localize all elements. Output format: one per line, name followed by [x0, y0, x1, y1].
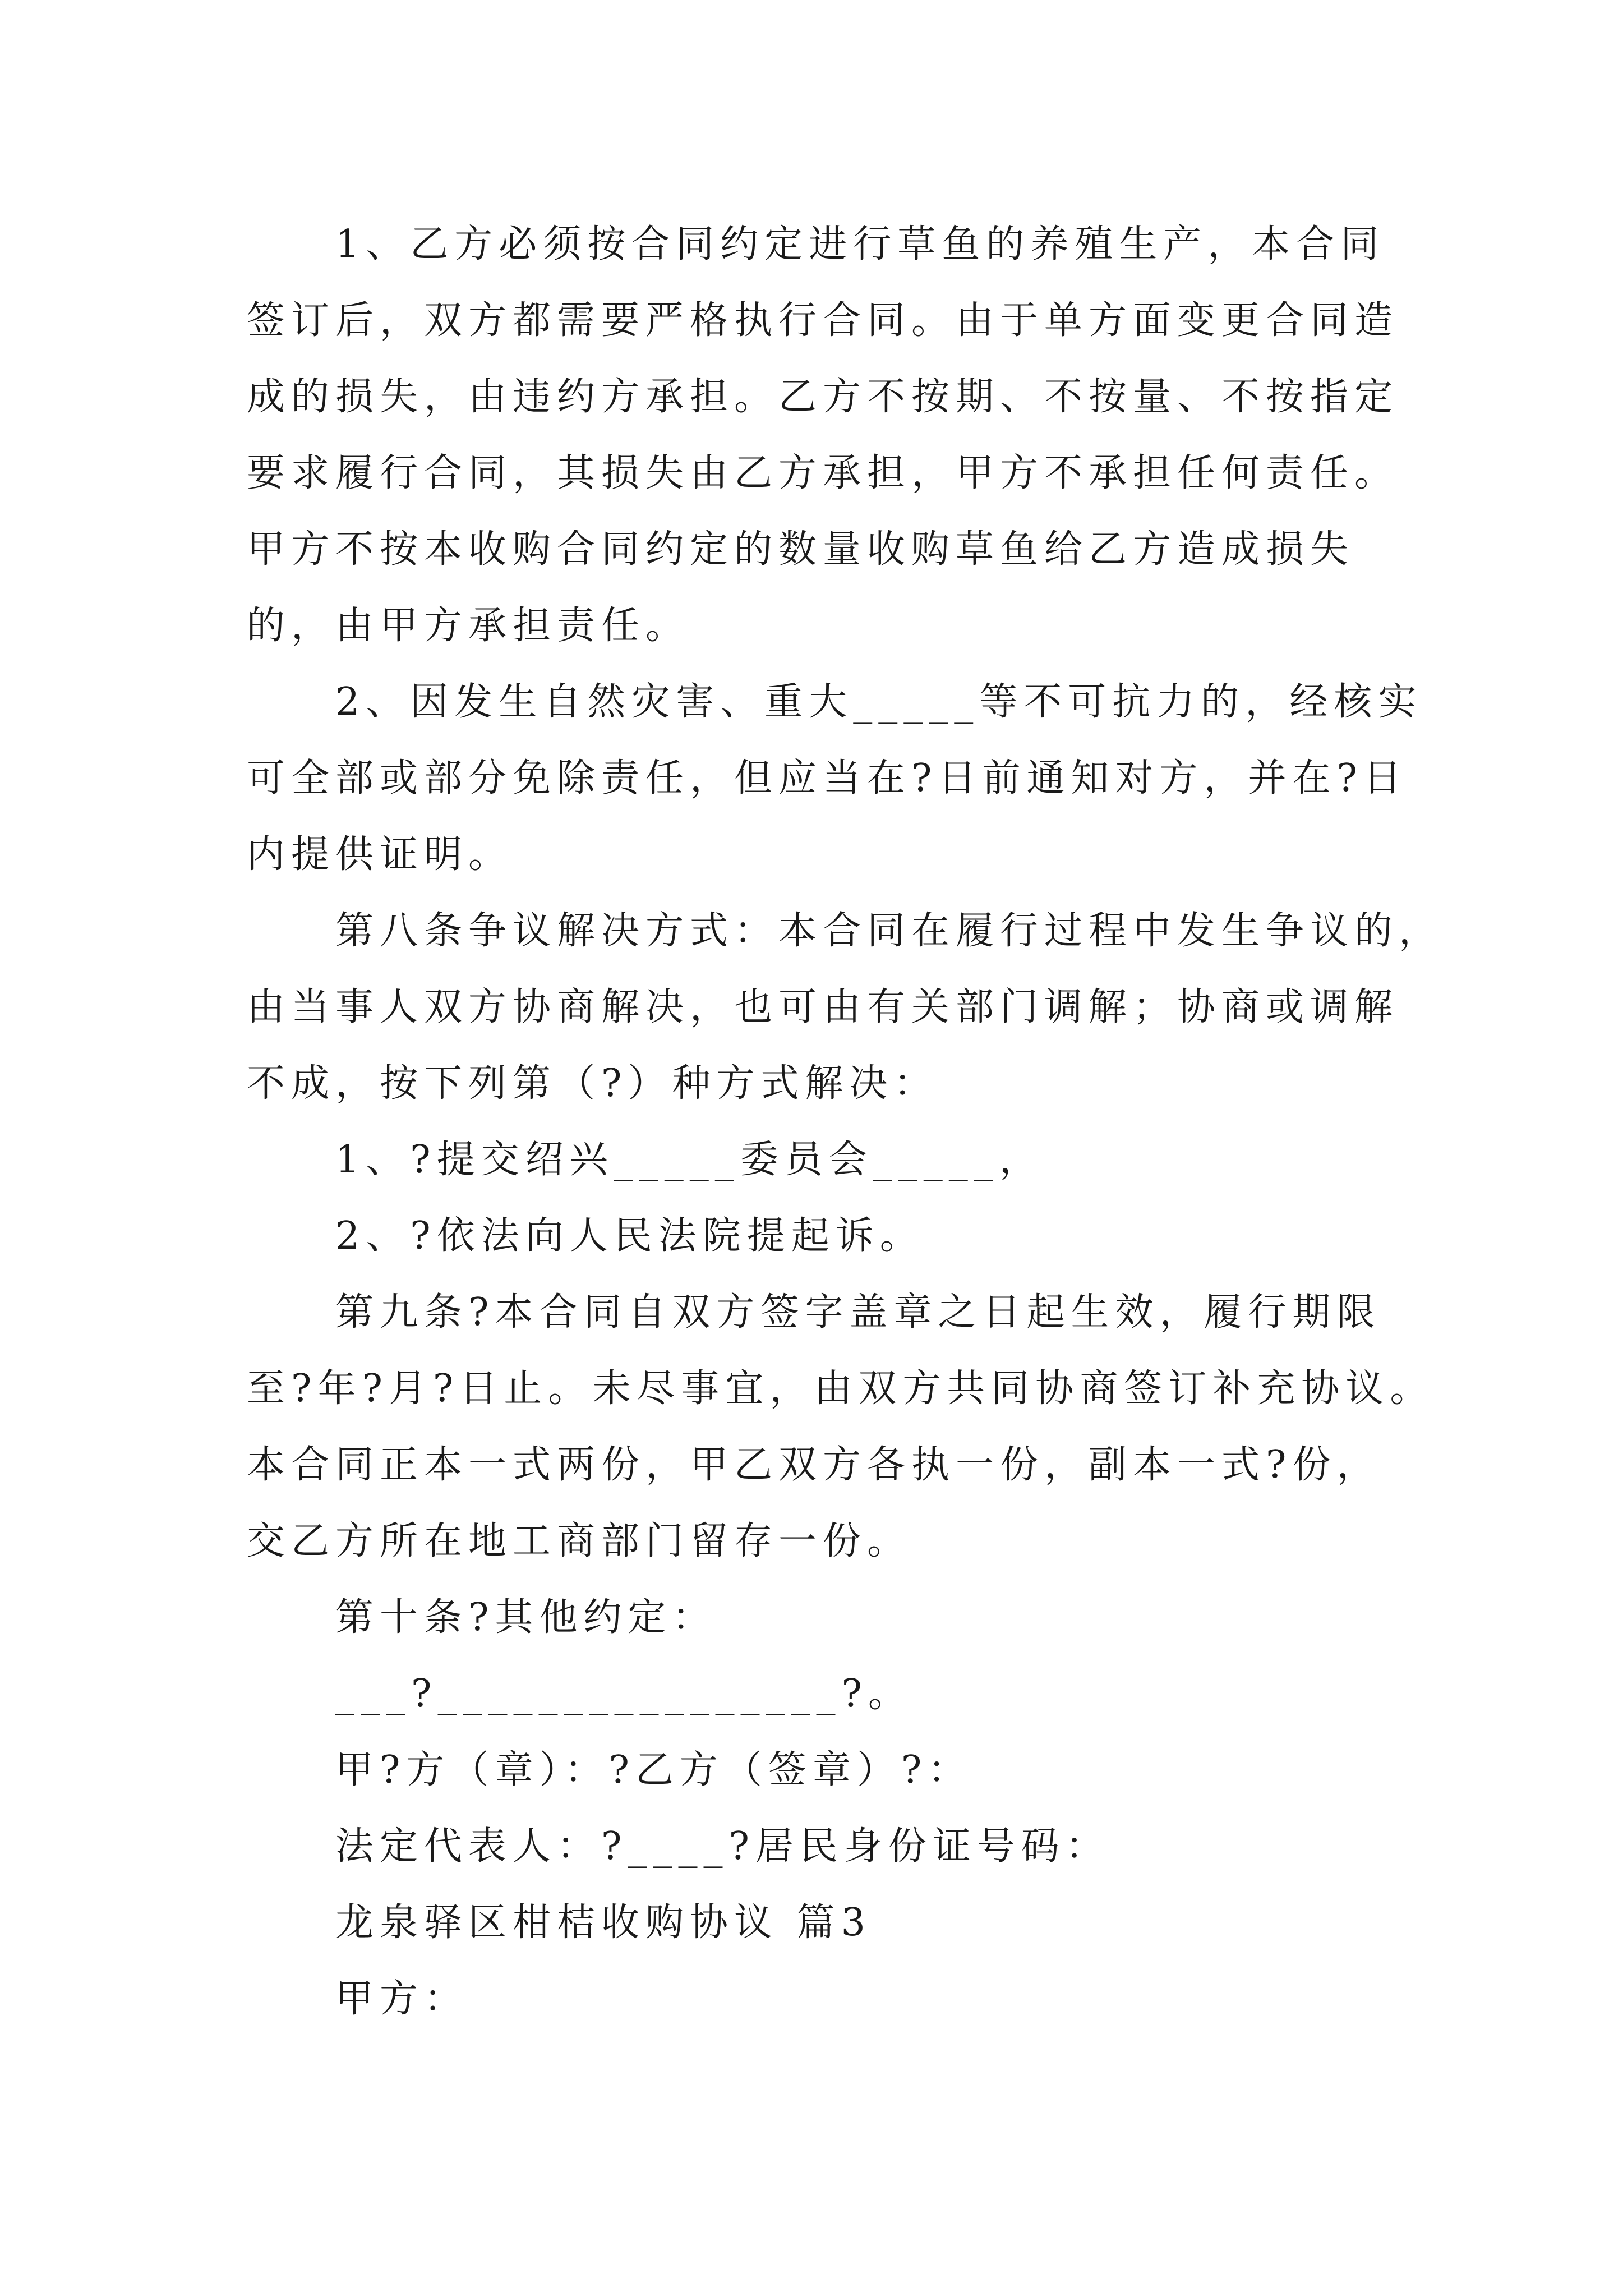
- text-line: 第八条争议解决方式：本合同在履行过程中发生争议的，: [335, 909, 1444, 953]
- text-line: 至?年?月?日止。未尽事宜，由双方共同协商签订补充协议。: [247, 1366, 1435, 1411]
- text-line: 由当事人双方协商解决，也可由有关部门调解；协商或调解: [247, 985, 1399, 1029]
- text-line: 甲方不按本收购合同约定的数量收购草鱼给乙方造成损失: [247, 527, 1355, 572]
- text-line: 成的损失，由违约方承担。乙方不按期、不按量、不按指定: [247, 375, 1399, 419]
- section-heading: 龙泉驿区柑桔收购协议 篇3: [335, 1901, 872, 1945]
- text-line: 签订后，双方都需要严格执行合同。由于单方面变更合同造: [247, 298, 1399, 343]
- text-line: 的，由甲方承担责任。: [247, 604, 690, 648]
- text-line: 本合同正本一式两份，甲乙双方各执一份，副本一式?份，: [247, 1443, 1381, 1487]
- text-line: 可全部或部分免除责任，但应当在?日前通知对方，并在?日: [247, 756, 1408, 800]
- text-line: 1、乙方必须按合同约定进行草鱼的养殖生产，本合同: [335, 222, 1385, 266]
- text-line: 第十条?其他约定：: [335, 1595, 717, 1640]
- text-line: 法定代表人：?____?居民身份证号码：: [335, 1824, 1110, 1869]
- text-line: ___?________________?。: [335, 1672, 912, 1716]
- text-line: 第九条?本合同自双方签字盖章之日起生效，履行期限: [335, 1290, 1381, 1335]
- text-line: 不成，按下列第（?）种方式解决：: [247, 1061, 938, 1106]
- text-line: 甲方：: [335, 1977, 469, 2021]
- text-line: 1、?提交绍兴_____委员会_____，: [335, 1138, 1044, 1182]
- text-line: 要求履行合同，其损失由乙方承担，甲方不承担任何责任。: [247, 451, 1399, 495]
- text-line: 交乙方所在地工商部门留存一份。: [247, 1519, 912, 1563]
- text-line: 内提供证明。: [247, 832, 513, 877]
- text-line: 甲?方（章）：?乙方（签章）?：: [335, 1748, 972, 1792]
- text-line: 2、?依法向人民法院提起诉。: [335, 1214, 924, 1258]
- text-line: 2、因发生自然灾害、重大_____等不可抗力的，经核实: [335, 680, 1423, 724]
